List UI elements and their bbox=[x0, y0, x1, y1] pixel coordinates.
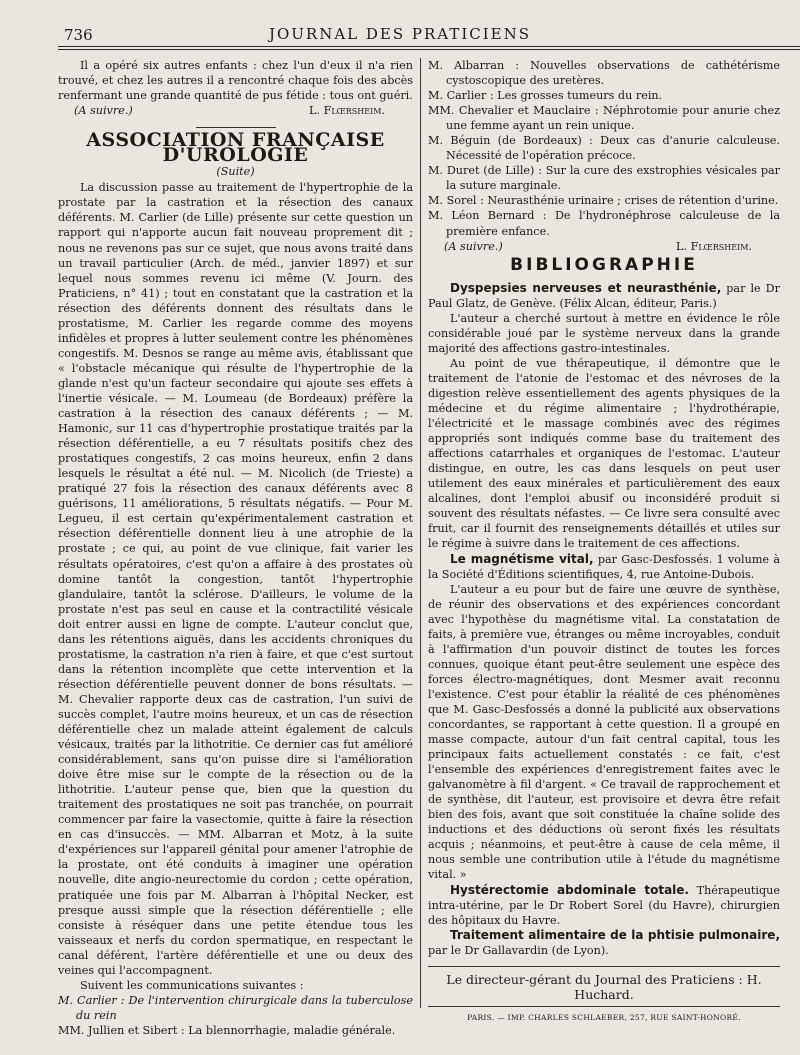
section-subtitle: (Suite) bbox=[216, 165, 255, 179]
communication-item: M. Duret (de Lille) : Sur la cure des exstrophies vésicales par la suture marginale. bbox=[428, 164, 780, 193]
book-reference: par le Dr Paul Glatz, de Genève. (Félix Alcan, éditeur, Paris.) bbox=[428, 281, 780, 310]
communications-intro: Suivent les communications suivantes : bbox=[80, 978, 304, 992]
right-column bbox=[428, 58, 780, 1025]
communication-item: M. Carlier : Les grosses tumeurs du rein. bbox=[428, 89, 663, 103]
book-reference: Thérapeutique intra-utérine, par le Dr Robert Sorel (du Havre), chirurgien des hôpitaux du Havre. bbox=[428, 883, 780, 927]
to-be-continued: (A suivre.) bbox=[74, 104, 133, 118]
communication-item: MM. Chevalier et Mauclaire : Néphrotomie pour anurie chez une femme ayant un rein unique. bbox=[428, 104, 780, 133]
to-be-continued: (A suivre.) bbox=[444, 239, 503, 253]
book-title: Le magnétisme vital, bbox=[450, 551, 594, 566]
column-divider bbox=[420, 58, 421, 1008]
book-title: Traitement alimentaire de la phtisie pulmonaire, bbox=[450, 927, 780, 942]
section-separator bbox=[196, 127, 276, 128]
book-title: Dyspepsies nerveuses et neurasthénie, bbox=[450, 280, 722, 295]
communication-item: M. Béguin (de Bordeaux) : Deux cas d'anurie calculeuse. Nécessité de l'opération précoce. bbox=[428, 134, 780, 163]
book-entry bbox=[428, 928, 780, 958]
communication-item: M. Léon Bernard : De l'hydronéphrose calculeuse de la première enfance. bbox=[428, 209, 780, 238]
discussion-paragraph: La discussion passe au traitement de l'hypertrophie de la prostate par la castration et la résection des canaux déférents. M. Carlier (de Lille) présente sur cette question un rapport qui n'apporte aucun fait nouveau proprement dit ; nous ne revenons pas sur ce sujet, que nous avons traité dans un travail particulier (Arch. de méd., janvier 1897) et sur lequel nous sommes revenu ici même (V. Journ. des Praticiens, n° 41) ; tout en constatant que la castration et la résection des déférents donnent des résultats dans le prostatisme, M. Carlier les regarde comme des moyens infidèles et propres à lutter seulement contre les phénomènes congestifs. M. Desnos se range au même avis, établissant que « l'obstacle mécanique qui résulte de l'hypertrophie de la glande n'est qu'un facteur secondaire qui ajoute ses effets à l'inertie vésicale. — M. Loumeau (de Bordeaux) préfère la castration à la résection des canaux déférents ; — M. Hamonic, sur 11 cas d'hypertrophie prostatique traités par la résection déférentielle, a eu 7 résultats positifs chez des prostatiques congestifs, 2 cas moins heureux, enfin 2 dans lesquels le résultat a été nul. — M. Nicolich (de Trieste) a pratiqué 27 fois la résection des canaux déférents avec 8 guérisons, 11 améliorations, 5 résultats négatifs. — Pour M. Legueu, il est certain qu'expérimentalement castration et résection déférentielle donnent lieu à une atrophie de la prostate ; ce qui, au point de vue clinique, fait varier les résultats opératoires, c'est qu'on a affaire à des prostates où domine tantôt la congestion, tantôt l'hypertrophie glandulaire, tantôt la sclérose. D'ailleurs, le volume de la prostate n'est pas seul en cause et la contractilité vésicale doit entrer aussi en ligne de compte. L'auteur conclut que, dans les rétentions aiguës, dans les accidents chroniques du prostatisme, la castration n'a rien à faire, et que c'est surtout dans la rétention incomplète que cette intervention et la résection déférentielle peuvent donner de bons résultats. — M. Chevalier rapporte deux cas de castration, l'un suivi de succès complet, l'autre moins heureux, et un cas de résection déférentielle chez un malade atteint également de calculs vésicaux, traités par la lithotritie. Ce dernier cas fut amélioré considérablement, sans qu'on puisse dire si l'amélioration doive être mise sur le compte de la résection ou de la lithotritie. L'auteur pense que, bien que la question du traitement des prostatiques ne soit pas tranchée, on pourrait commencer par faire la vasectomie, quitte à faire la résection en cas d'insuccès. — MM. Albarran et Motz, à la suite d'expériences sur l'appareil génital pour amener l'atrophie de la prostate, ont été conduits à imaginer une opération nouvelle, dite angio-neurectomie du cordon ; cette opération, pratiquée une fois par M. Albarran à l'hôpital Necker, est presque aussi simple que la résection déférentielle ; elle consiste à réséquer dans une petite étendue tous les vaisseaux et nerfs du cordon spermatique, en respectant le canal déférent, l'artère déférentielle et une ou deux des veines qui l'accompagnent. bbox=[58, 181, 413, 977]
printer-line: PARIS. — IMP. CHARLES SCHLAEBER, 257, RUE SAINT-HONORÉ. bbox=[428, 1006, 780, 1025]
bibliography-title: BIBLIOGRAPHIE bbox=[510, 254, 698, 275]
managing-editor-line: Le directeur-gérant du Journal des Praticiens : H. Huchard. bbox=[428, 966, 780, 1002]
communication-item: M. Albarran : Nouvelles observations de cathétérisme cystoscopique des uretères. bbox=[428, 59, 780, 88]
author-signature: L. Flœrsheim. bbox=[676, 239, 752, 253]
review-paragraph: L'auteur a cherché surtout à mettre en évidence le rôle considérable joué par le système nerveux dans la grande majorité des affections gastro-intestinales. bbox=[428, 311, 780, 355]
journal-running-head: JOURNAL DES PRATICIENS bbox=[268, 25, 532, 43]
section-title: ASSOCIATION FRANÇAISE D'UROLOGIE bbox=[86, 129, 385, 167]
intro-signature bbox=[58, 103, 413, 118]
page-number: 736 bbox=[64, 26, 93, 44]
book-entry bbox=[428, 281, 780, 311]
review-paragraph: Au point de vue thérapeutique, il démontre que le traitement de l'atonie de l'estomac et des névroses de la digestion relève essentiellement des agents physiques de la médecine et du régime alimentaire ; l'hydrothérapie, l'électricité et le massage combinés avec des régimes appropriés sont indiqués comme base du traitement des affections catarrhales et organiques de l'estomac. L'auteur distingue, en outre, les cas dans lesquels on peut user utilement des eaux minérales et particulièrement des eaux alcalines, dont l'emploi abusif ou inconsidéré produit si souvent des résultats néfastes. — Ce livre sera consulté avec fruit, car il fournit des renseignements détaillés et utiles sur le régime à suivre dans le traitement de ces affections. bbox=[428, 356, 780, 551]
book-title: Hystérectomie abdominale totale. bbox=[450, 882, 689, 897]
book-entry bbox=[428, 552, 780, 582]
header-rule bbox=[58, 46, 800, 50]
review-paragraph: L'auteur a eu pour but de faire une œuvre de synthèse, de réunir des observations et des expériences concordant avec l'hypothèse du magnétisme vital. La constatation de faits, à première vue, étranges ou même incroyables, conduit à l'affirmation d'un pouvoir distinct de toutes les forces connues, quoique étant peut-être seulement une espèce des forces électro-magnétiques, dont Mesmer avait reconnu l'existence. C'est pour établir la réalité de ces phénomènes que M. Gasc-Desfossés a donné la publicité aux observations concordantes, se rapportant à cette question. Il a groupé en masse compacte, autour d'un fait central capital, tous les principaux faits actuellement constatés : ce fait, c'est l'ensemble des expériences d'enregistrement faites avec le galvanomètre à fil d'argent. « Ce travail de rapprochement et de synthèse, dit l'auteur, est provisoire et devra être refait bien des fois, avant que soit constituée la chaîne solide des inductions et des déductions où seront fixés les résultats acquis ; néanmoins, et peut-être à cause de cela même, il nous semble une contribution utile à l'étude du magnétisme vital. » bbox=[428, 582, 780, 882]
book-entry bbox=[428, 883, 780, 928]
left-column bbox=[58, 58, 413, 1038]
communication-item: M. Sorel : Neurasthénie urinaire ; crises de rétention d'urine. bbox=[428, 194, 779, 208]
book-reference: par le Dr Gallavardin (de Lyon). bbox=[428, 943, 609, 957]
book-reference: par Gasc-Desfossés. 1 volume à la Société d'Éditions scientifiques, 4, rue Antoine-Dubois. bbox=[428, 552, 781, 581]
author-signature: L. Flœrsheim. bbox=[309, 104, 385, 118]
communication-item: MM. Jullien et Sibert : La blennorrhagie, maladie générale. bbox=[58, 1023, 396, 1037]
communication-item: M. Carlier : De l'intervention chirurgicale dans la tuberculose du rein bbox=[58, 993, 413, 1022]
urology-signature bbox=[428, 239, 780, 254]
intro-paragraph: Il a opéré six autres enfants : chez l'un d'eux il n'a rien trouvé, et chez les autres il a rencontré chaque fois des abcès renfermant une grande quantité de pus fétide : tous ont guéri. bbox=[58, 59, 413, 103]
